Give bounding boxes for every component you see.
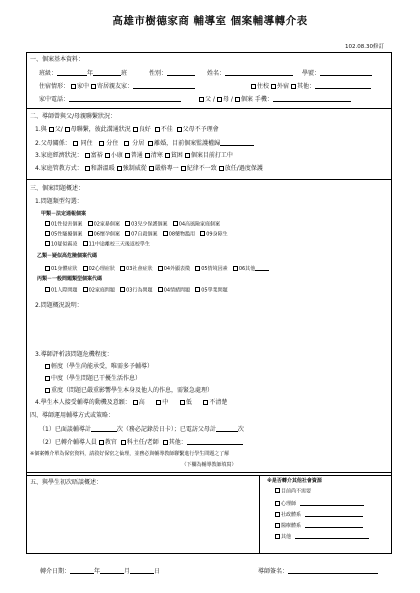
parent-relation-row: 2.父母關係： 同住 分住 分居 離婚，目前個案監護權歸 <box>35 139 254 147</box>
referral-day-field[interactable] <box>130 567 154 574</box>
gender-field[interactable] <box>167 69 195 76</box>
resource-medical-checkbox[interactable] <box>275 523 280 528</box>
group-b-03-checkbox[interactable] <box>120 266 125 271</box>
group-b-06-checkbox[interactable] <box>233 266 238 271</box>
resource-none-row: 目前尚不需要 <box>273 488 311 495</box>
group-c-02-checkbox[interactable] <box>83 287 88 292</box>
motivation-row: 4.學生本人接受輔導的動機及意願： 高 中 低 不清楚 <box>35 399 228 406</box>
group-b-other-field[interactable] <box>255 264 269 271</box>
group-a-row-1: 01性侵害個案 02家暴個案 03兒少保護個案 04高風險家庭個案 <box>43 221 220 228</box>
problem-description-label: 2.問題概況說明： <box>35 302 83 309</box>
section2-heading: 二、導師曾與父/母親聯繫狀況： <box>30 113 117 120</box>
form-title: 高雄市樹德家商 輔導室 個案輔導轉介表 <box>112 15 308 27</box>
group-a-09-checkbox[interactable] <box>200 231 205 236</box>
mobile-row: 父 / 母 / 個案 手機： <box>197 95 351 103</box>
interview-count-field[interactable] <box>91 425 117 432</box>
referral-other-field[interactable] <box>187 438 243 445</box>
group-a-title: 甲類－法定通報個案 <box>41 211 87 217</box>
motivation-unknown-checkbox[interactable] <box>203 400 208 405</box>
group-c-05-checkbox[interactable] <box>195 287 200 292</box>
section1-heading: 一、個案基本資料： <box>30 56 85 63</box>
economy-poor-checkbox[interactable] <box>145 153 150 158</box>
class-field[interactable] <box>93 69 121 76</box>
severity-mild-row: 輕度（學生尚能承受，唯需多予輔導） <box>43 363 153 370</box>
group-a-03-checkbox[interactable] <box>125 221 130 226</box>
resource-other-checkbox[interactable] <box>275 534 280 539</box>
discipline-permissive-checkbox[interactable] <box>219 166 224 171</box>
discipline-row: 4.家庭管教方式： 和諧溫暖 強制威從 嚴格專一 紀律不一致 放任/過度保護 <box>35 165 263 172</box>
divider-3 <box>27 472 391 473</box>
group-c-01-checkbox[interactable] <box>45 287 50 292</box>
group-a-06-checkbox[interactable] <box>88 231 93 236</box>
guardian-student-checkbox[interactable] <box>235 97 240 102</box>
relation-apart-checkbox[interactable] <box>99 141 104 146</box>
residence-other-field[interactable] <box>315 82 371 89</box>
section4-heading: 四、導師運用輔導方式或策略： <box>30 412 115 419</box>
problem-type-label: 1.問題類型勾選： <box>35 198 83 205</box>
guardian-mother-checkbox[interactable] <box>217 97 222 102</box>
resource-social-checkbox[interactable] <box>275 512 280 517</box>
teacher-signature-field[interactable] <box>288 567 378 574</box>
confidential-note: ※個案轉介單為保密資料，請敘好保密之倫理，並務必與輔導教師聯繫進行學生問題之了解 <box>30 451 230 457</box>
social-resources-title: ※是否轉介其他社會資源 <box>267 478 322 484</box>
relation-separated-checkbox[interactable] <box>124 141 129 146</box>
referral-department-checkbox[interactable] <box>121 440 126 445</box>
resource-other-field[interactable] <box>295 532 369 539</box>
phone-count-field[interactable] <box>216 425 238 432</box>
residence-relative-checkbox[interactable] <box>91 84 96 89</box>
contact-father-checkbox[interactable] <box>49 127 54 132</box>
group-b-04-checkbox[interactable] <box>158 266 163 271</box>
severity-mild-checkbox[interactable] <box>45 364 50 369</box>
resource-psychologist-field[interactable] <box>300 499 364 506</box>
mobile-field[interactable] <box>273 95 351 102</box>
economy-average-checkbox[interactable] <box>125 153 130 158</box>
motivation-low-checkbox[interactable] <box>180 400 185 405</box>
economy-destitute-checkbox[interactable] <box>165 153 170 158</box>
contact-ignore-checkbox[interactable] <box>177 127 182 132</box>
group-c-row: 01人際問題 02家庭問題 03行為問題 04情緒問題 05學業問題 <box>43 287 228 294</box>
resource-psychologist-row: 心理師 <box>273 499 364 507</box>
discipline-warm-checkbox[interactable] <box>85 166 90 171</box>
group-a-07-checkbox[interactable] <box>125 231 130 236</box>
class-label: 班級： <box>39 70 58 77</box>
contact-status-row: 1.與 父/ 母聯繫，彼此溝通狀況 良好 不佳 父母不予理會 <box>35 126 219 133</box>
discipline-inconsistent-checkbox[interactable] <box>181 166 186 171</box>
group-b-02-checkbox[interactable] <box>83 266 88 271</box>
severity-moderate-row: 中度（學生問題已干擾生活作息） <box>43 375 141 382</box>
crisis-level-label: 3.導師評析該問題危機程度： <box>35 351 113 358</box>
residence-outside-checkbox[interactable] <box>271 84 276 89</box>
referral-date-row: 轉介日期： 年 月 日 <box>40 568 161 575</box>
home-phone-field[interactable] <box>69 95 181 102</box>
form-frame <box>26 52 392 554</box>
home-phone-label: 家中電話： <box>39 96 70 103</box>
severity-severe-checkbox[interactable] <box>45 388 50 393</box>
class-row <box>39 69 127 77</box>
residence-home-checkbox[interactable] <box>71 84 76 89</box>
grade-label: 年 <box>87 70 94 77</box>
name-label: 姓名： <box>207 70 226 77</box>
relation-divorced-checkbox[interactable] <box>148 141 153 146</box>
referral-other-checkbox[interactable] <box>163 440 168 445</box>
group-a-row-2: 05性騷擾個案 06懷孕個案 07自殺個案 08藥物濫用 09身障生 <box>43 231 228 238</box>
teacher-signature-row <box>258 567 378 575</box>
group-c-04-checkbox[interactable] <box>158 287 163 292</box>
group-c-03-checkbox[interactable] <box>120 287 125 292</box>
relative-field[interactable] <box>133 82 195 89</box>
residence-row-2: 住校 外宿 其他： <box>249 82 371 90</box>
student-id-label: 學號： <box>302 70 321 77</box>
contact-poor-checkbox[interactable] <box>155 127 160 132</box>
economy-comfortable-checkbox[interactable] <box>105 153 110 158</box>
discipline-strict-checkbox[interactable] <box>149 166 154 171</box>
revision-date: 102.08.30修訂 <box>345 44 384 50</box>
residence-row: 住宿情形： 家中 寄居親友家： <box>39 82 195 90</box>
group-a-row-3: 10疑似霸凌 11中途離校三天後返校學生 <box>43 241 150 248</box>
group-a-04-checkbox[interactable] <box>173 221 178 226</box>
residence-label: 住宿情形： <box>39 83 70 90</box>
section5-heading: 五、與學生初次晤談概述： <box>30 479 103 486</box>
group-b-05-checkbox[interactable] <box>195 266 200 271</box>
referral-month-field[interactable] <box>100 567 124 574</box>
resource-medical-row: 醫療體系 <box>273 521 363 529</box>
economy-parttime-checkbox[interactable] <box>185 153 190 158</box>
divider-2 <box>27 179 391 180</box>
resource-social-field[interactable] <box>305 510 363 517</box>
motivation-high-checkbox[interactable] <box>133 400 138 405</box>
teacher-signature-label: 導師簽名： <box>258 568 289 575</box>
group-a-01-checkbox[interactable] <box>45 221 50 226</box>
economy-rich-checkbox[interactable] <box>85 153 90 158</box>
guardian-father-checkbox[interactable] <box>199 97 204 102</box>
discipline-forced-checkbox[interactable] <box>117 166 122 171</box>
resource-psychologist-checkbox[interactable] <box>275 501 280 506</box>
divider-3b <box>27 475 391 476</box>
section5-divider <box>259 475 260 553</box>
section3-heading: 三、個案問題概述： <box>30 185 85 192</box>
group-b-row: 01身體症狀 02心理症狀 03社會症狀 04外顯表徵 05情境因素 06其他 <box>43 264 269 272</box>
group-a-08-checkbox[interactable] <box>163 231 168 236</box>
group-a-05-checkbox[interactable] <box>45 231 50 236</box>
interview-count-row: （1）已面談輔導計 次（務必記錄於日卡）；已電訪父母計 次 <box>39 426 244 433</box>
gender-label: 性別： <box>149 70 168 77</box>
divider-1 <box>27 108 391 109</box>
mobile-label: 手機： <box>254 96 273 103</box>
referral-date-label: 轉介日期： <box>40 568 71 575</box>
counselor-fill-note: （下欄為輔導教師填寫） <box>181 462 237 468</box>
name-field[interactable] <box>225 69 293 76</box>
residence-other-checkbox[interactable] <box>291 84 296 89</box>
resource-other-row: 其他 <box>273 532 369 540</box>
contact-mother-checkbox[interactable] <box>65 127 70 132</box>
custody-field[interactable] <box>220 139 254 146</box>
group-a-11-checkbox[interactable] <box>83 241 88 246</box>
severity-severe-row: 重度（問題已嚴重影響學生本身及他人的作息，需緊急處理） <box>43 387 213 394</box>
group-b-01-checkbox[interactable] <box>45 266 50 271</box>
referral-instructor-checkbox[interactable] <box>99 440 104 445</box>
relation-together-checkbox[interactable] <box>73 141 78 146</box>
severity-moderate-checkbox[interactable] <box>45 376 50 381</box>
residence-dorm-checkbox[interactable] <box>251 84 256 89</box>
contact-good-checkbox[interactable] <box>133 127 138 132</box>
group-a-02-checkbox[interactable] <box>88 221 93 226</box>
class-suffix: 班 <box>121 70 128 77</box>
student-id-row <box>302 69 372 77</box>
referral-row: （2）已轉介輔導人員 教官 科主任/老師 其他： <box>39 438 243 446</box>
phone-row <box>39 95 181 103</box>
resource-none-checkbox[interactable] <box>275 488 280 493</box>
economy-row: 3.家庭經濟狀況： 富裕 小康 普通 清寒 貧困 個案目前打工中 <box>35 152 233 159</box>
group-a-10-checkbox[interactable] <box>45 241 50 246</box>
referral-year-field[interactable] <box>70 567 94 574</box>
gender-row <box>149 69 195 77</box>
group-c-title: 丙類－一般問題類型個案代碼 <box>37 276 103 282</box>
name-row <box>207 69 293 77</box>
grade-field[interactable] <box>57 69 87 76</box>
resource-social-row: 社政體系 <box>273 510 363 518</box>
motivation-medium-checkbox[interactable] <box>156 400 161 405</box>
student-id-field[interactable] <box>320 69 372 76</box>
group-b-title: 乙類－疑似高危險個案代碼 <box>37 253 98 259</box>
resource-medical-field[interactable] <box>305 521 363 528</box>
